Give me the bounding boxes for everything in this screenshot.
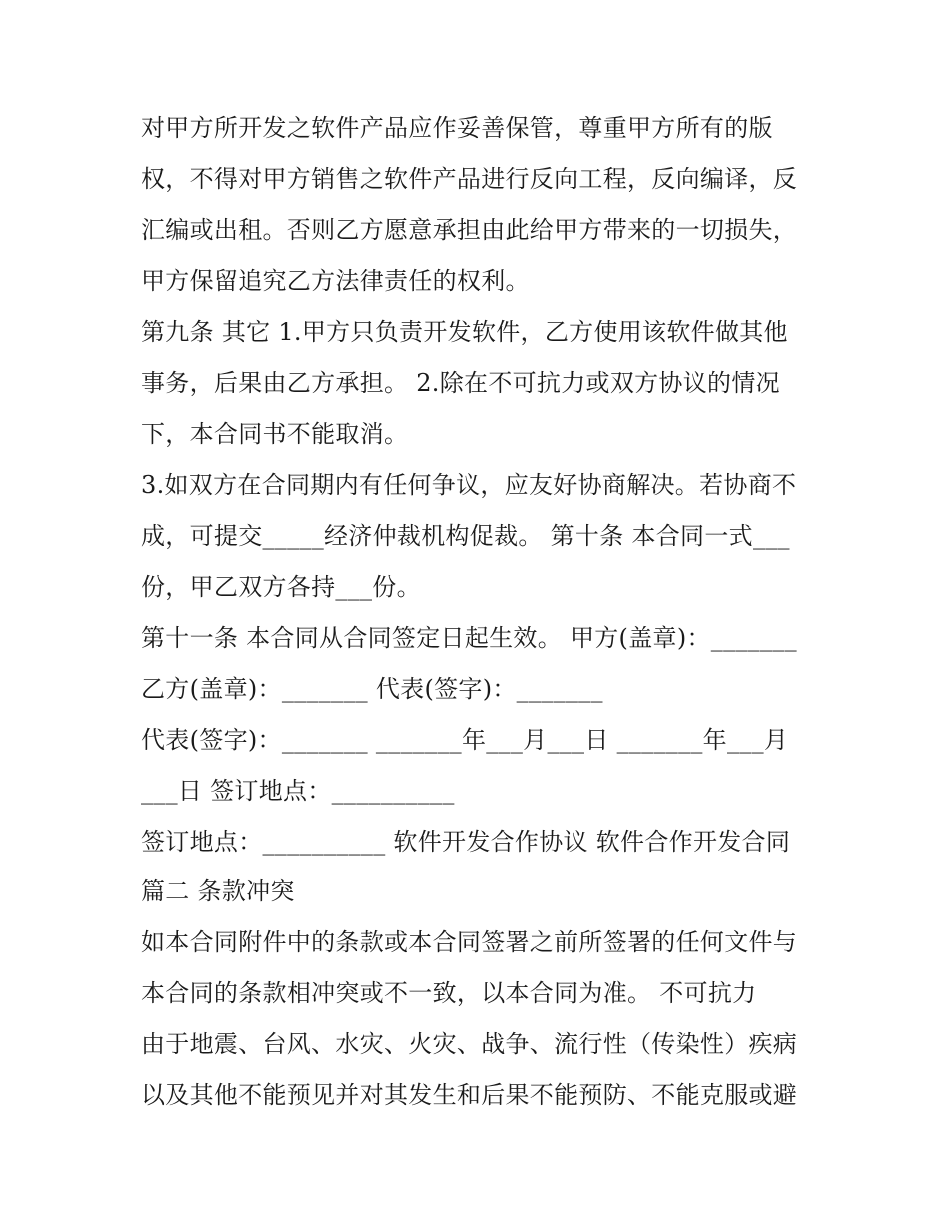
text-line: 下，本合同书不能取消。 xyxy=(141,420,409,448)
text-line: 代表(签字)：_______ _______年___月___日 _______年___月 xyxy=(141,726,789,754)
text-line: 权，不得对甲方销售之软件产品进行反向工程，反向编译，反 xyxy=(141,165,798,193)
text-line: ___日 签订地点：__________ xyxy=(141,777,455,805)
text-line: 对甲方所开发之软件产品应作妥善保管，尊重甲方所有的版 xyxy=(141,114,773,142)
text-line: 汇编或出租。否则乙方愿意承担由此给甲方带来的一切损失， xyxy=(141,216,798,244)
text-line: 以及其他不能预见并对其发生和后果不能预防、不能克服或避 xyxy=(141,1081,798,1109)
text-line: 成，可提交_____经济仲裁机构促裁。 第十条 本合同一式___ xyxy=(141,522,790,550)
text-line: 签订地点：__________ 软件开发合作协议 软件合作开发合同 xyxy=(141,828,791,856)
section-heading: 篇二 条款冲突 xyxy=(141,877,295,905)
text-line: 乙方(盖章)：_______ 代表(签字)：_______ xyxy=(141,675,603,703)
text-line: 份，甲乙双方各持___份。 xyxy=(141,573,421,601)
text-line: 事务，后果由乙方承担。 2.除在不可抗力或双方协议的情况 xyxy=(141,369,780,397)
text-line: 第十一条 本合同从合同签定日起生效。 甲方(盖章)：_______ xyxy=(141,624,797,652)
text-line: 如本合同附件中的条款或本合同签署之前所签署的任何文件与 xyxy=(141,928,798,956)
text-line: 3.如双方在合同期内有任何争议，应友好协商解决。若协商不 xyxy=(141,471,797,499)
text-line: 由于地震、台风、水灾、火灾、战争、流行性（传染性）疾病 xyxy=(141,1030,798,1058)
text-line: 本合同的条款相冲突或不一致，以本合同为准。 不可抗力 xyxy=(141,979,757,1007)
text-line: 第九条 其它 1.甲方只负责开发软件，乙方使用该软件做其他 xyxy=(141,318,788,346)
text-line: 甲方保留追究乙方法律责任的权利。 xyxy=(141,267,530,295)
